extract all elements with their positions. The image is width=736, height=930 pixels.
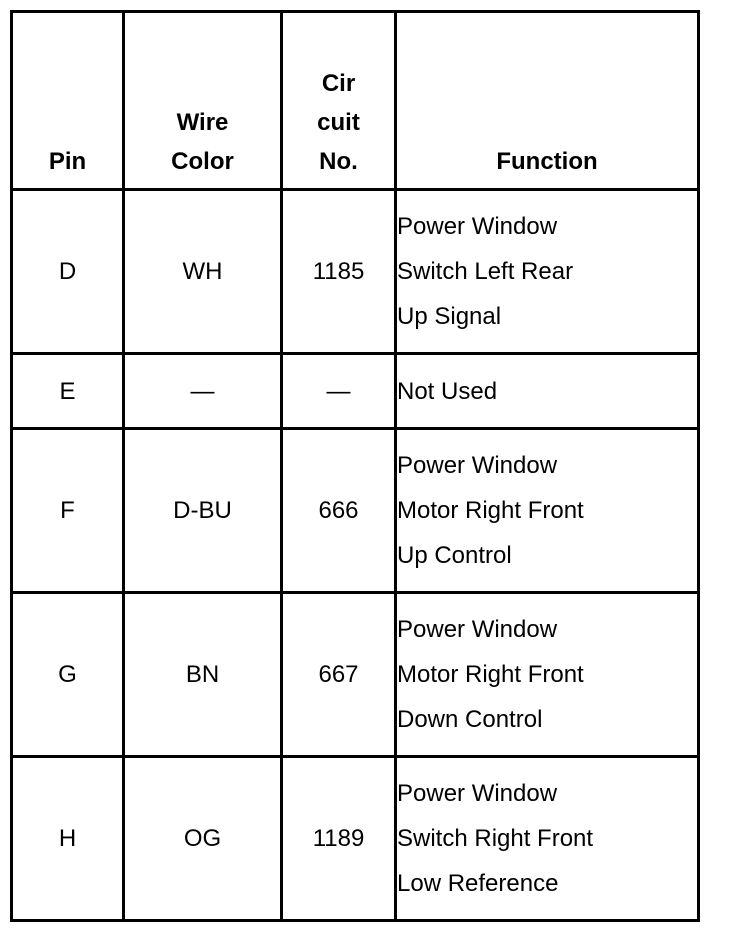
header-circuit-no: Cir cuit No.	[282, 12, 396, 190]
pin-cell: E	[12, 354, 124, 429]
table-row	[12, 190, 699, 354]
function-line: Up Control	[397, 542, 512, 569]
function-cell	[396, 757, 699, 921]
function-line: Motor Right Front	[397, 661, 584, 688]
function-line: Power Window	[397, 780, 558, 807]
table-header-row	[12, 12, 699, 190]
function-cell	[396, 354, 699, 429]
function-line: Power Window	[397, 452, 558, 479]
connector-pin-table	[10, 10, 700, 922]
table-row	[12, 757, 699, 921]
circuit-no-cell: 666	[282, 429, 396, 593]
pin-cell: D	[12, 190, 124, 354]
function-line: Switch Right Front	[397, 825, 594, 852]
pin-cell: G	[12, 593, 124, 757]
function-line: Down Control	[397, 706, 543, 733]
header-function: Function	[396, 12, 699, 190]
wire-color-cell: WH	[124, 190, 282, 354]
circuit-no-cell: 1185	[282, 190, 396, 354]
function-line: Power Window	[397, 213, 558, 240]
pin-cell: H	[12, 757, 124, 921]
function-cell	[396, 429, 699, 593]
circuit-no-cell: —	[282, 354, 396, 429]
wire-color-cell: BN	[124, 593, 282, 757]
header-pin: Pin	[12, 12, 124, 190]
circuit-no-cell: 667	[282, 593, 396, 757]
function-cell	[396, 593, 699, 757]
wire-color-cell: D-BU	[124, 429, 282, 593]
table-row	[12, 593, 699, 757]
wire-color-cell: —	[124, 354, 282, 429]
function-line: Power Window	[397, 616, 558, 643]
circuit-no-cell: 1189	[282, 757, 396, 921]
function-line: Switch Left Rear	[397, 258, 574, 285]
header-wire-color: Wire Color	[124, 12, 282, 190]
wire-color-cell: OG	[124, 757, 282, 921]
function-line: Low Reference	[397, 870, 559, 897]
function-line: Not Used	[397, 377, 498, 405]
function-line: Up Signal	[397, 303, 502, 330]
table-row	[12, 429, 699, 593]
table-row	[12, 354, 699, 429]
function-cell	[396, 190, 699, 354]
function-line: Motor Right Front	[397, 497, 584, 524]
pin-cell: F	[12, 429, 124, 593]
